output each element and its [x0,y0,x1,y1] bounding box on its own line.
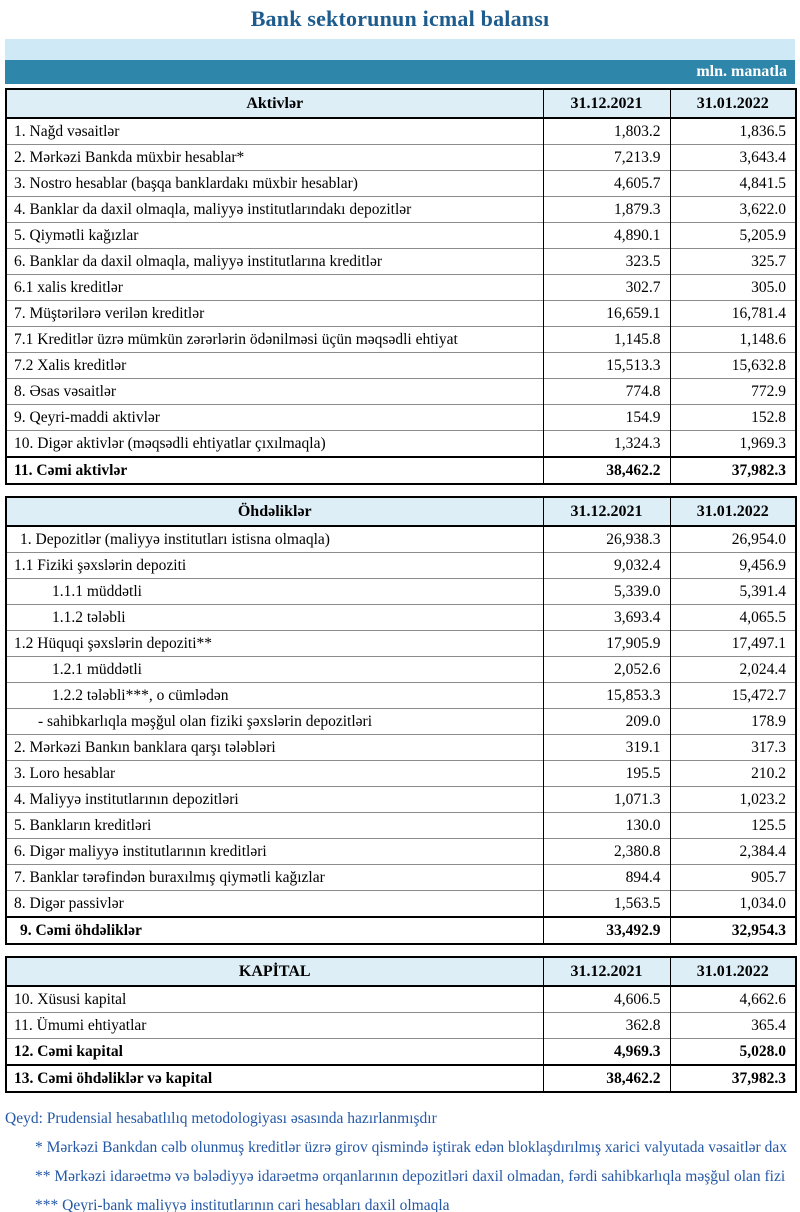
footnotes [5,1104,795,1212]
footnote-1: * Mərkəzi Bankdan cəlb olunmuş kreditlər üzrə girov qismində iştirak edən bloklaşdırılmış xarici valyutada vəsaitlər dax [35,1139,787,1156]
row-value-0: 4,605.7 [543,171,670,197]
column-header-0: 31.12.2021 [543,497,670,526]
row-value-1: 2,384.4 [670,839,796,865]
row-value-1: 3,643.4 [670,145,796,171]
unit-label: mln. manatla [696,63,787,80]
row-label: 1.2 Hüquqi şəxslərin depoziti** [6,631,543,657]
row-label: 13. Cəmi öhdəliklər və kapital [6,1065,543,1092]
table-row [6,171,796,197]
row-label: 2. Mərkəzi Bankın banklara qarşı tələbləri [6,735,543,761]
row-value-1: 26,954.0 [670,526,796,553]
row-label: 1. Nağd vəsaitlər [6,118,543,145]
row-value-1: 15,632.8 [670,353,796,379]
row-label: 5. Qiymətli kağızlar [6,223,543,249]
row-label: 10. Digər aktivlər (məqsədli ehtiyatlar çıxılmaqla) [6,431,543,458]
table-row [6,813,796,839]
row-value-1: 4,662.6 [670,986,796,1013]
table-row [6,275,796,301]
row-label: 1.1.2 tələbli [6,605,543,631]
section-header-kapital: KAPİTAL [6,957,543,986]
column-header-1: 31.01.2022 [670,497,796,526]
row-value-1: 317.3 [670,735,796,761]
table-row [6,526,796,553]
row-value-0: 5,339.0 [543,579,670,605]
row-label: 1.1 Fiziki şəxslərin depoziti [6,553,543,579]
table-row [6,431,796,458]
table-row [6,787,796,813]
row-value-0: 154.9 [543,405,670,431]
table-row [6,761,796,787]
row-label: 11. Ümumi ehtiyatlar [6,1013,543,1039]
row-value-0: 1,324.3 [543,431,670,458]
row-value-1: 4,065.5 [670,605,796,631]
table-row [6,891,796,918]
table-row [6,249,796,275]
unit-band [5,60,795,84]
row-value-0: 2,380.8 [543,839,670,865]
row-value-0: 195.5 [543,761,670,787]
table-aktivler [5,88,797,485]
row-value-1: 5,391.4 [670,579,796,605]
row-label: 4. Maliyyə institutlarının depozitləri [6,787,543,813]
row-value-1: 365.4 [670,1013,796,1039]
top-pale-band [5,39,795,60]
table-row [6,197,796,223]
column-header-1: 31.01.2022 [670,957,796,986]
row-label: 7. Banklar tərəfindən buraxılmış qiymətli kağızlar [6,865,543,891]
page-title: Bank sektorunun icmal balansı [250,6,550,31]
row-value-1: 125.5 [670,813,796,839]
row-value-1: 5,028.0 [670,1039,796,1066]
row-label: 6. Banklar da daxil olmaqla, maliyyə institutlarına kreditlər [6,249,543,275]
row-value-1: 37,982.3 [670,1065,796,1092]
row-label: 1.2.2 tələbli***, o cümlədən [6,683,543,709]
table-row [6,327,796,353]
row-value-0: 38,462.2 [543,457,670,484]
row-value-0: 3,693.4 [543,605,670,631]
row-label: 9. Qeyri-maddi aktivlər [6,405,543,431]
section-header-aktivler: Aktivlər [6,89,543,118]
row-value-1: 152.8 [670,405,796,431]
row-value-0: 4,890.1 [543,223,670,249]
table-ohdelikler [5,496,797,945]
row-value-0: 2,052.6 [543,657,670,683]
table-row [6,839,796,865]
row-value-0: 362.8 [543,1013,670,1039]
row-value-1: 37,982.3 [670,457,796,484]
table-row [6,223,796,249]
row-value-1: 1,836.5 [670,118,796,145]
table-row [6,379,796,405]
row-value-0: 4,606.5 [543,986,670,1013]
row-value-0: 1,145.8 [543,327,670,353]
section-header-ohdelikler: Öhdəliklər [6,497,543,526]
row-value-0: 1,071.3 [543,787,670,813]
row-label: 4. Banklar da daxil olmaqla, maliyyə institutlarındakı depozitlər [6,197,543,223]
footnote-3: *** Qeyri-bank maliyyə institutlarının cari hesabları daxil olmaqla [35,1197,450,1212]
row-label: 7.2 Xalis kreditlər [6,353,543,379]
column-header-1: 31.01.2022 [670,89,796,118]
table-row [6,735,796,761]
row-value-0: 7,213.9 [543,145,670,171]
table-row [6,145,796,171]
row-value-0: 17,905.9 [543,631,670,657]
row-label: 1.1.1 müddətli [6,579,543,605]
row-value-1: 32,954.3 [670,917,796,944]
row-value-1: 5,205.9 [670,223,796,249]
row-value-1: 15,472.7 [670,683,796,709]
row-value-0: 1,563.5 [543,891,670,918]
row-label: 9. Cəmi öhdəliklər [6,917,543,944]
table-row [6,709,796,735]
row-label: 3. Nostro hesablar (başqa banklardakı müxbir hesablar) [6,171,543,197]
row-value-0: 9,032.4 [543,553,670,579]
row-value-1: 305.0 [670,275,796,301]
row-label: 3. Loro hesablar [6,761,543,787]
table-row [6,1065,796,1092]
row-label: 11. Cəmi aktivlər [6,457,543,484]
tables-container [5,88,795,1093]
table-row [6,1039,796,1066]
table-row [6,118,796,145]
row-label: 10. Xüsusi kapital [6,986,543,1013]
row-label: 12. Cəmi kapital [6,1039,543,1066]
table-row [6,631,796,657]
row-label: 6.1 xalis kreditlər [6,275,543,301]
table-row [6,457,796,484]
row-value-1: 325.7 [670,249,796,275]
row-label: 6. Digər maliyyə institutlarının kreditləri [6,839,543,865]
row-value-1: 9,456.9 [670,553,796,579]
row-label: - sahibkarlıqla məşğul olan fiziki şəxslərin depozitləri [6,709,543,735]
row-value-0: 319.1 [543,735,670,761]
table-row [6,405,796,431]
row-label: 7. Müştərilərə verilən kreditlər [6,301,543,327]
row-label: 8. Digər passivlər [6,891,543,918]
row-label: 1. Depozitlər (maliyyə institutları istisna olmaqla) [6,526,543,553]
row-value-1: 3,622.0 [670,197,796,223]
table-row [6,657,796,683]
row-label: 7.1 Kreditlər üzrə mümkün zərərlərin ödənilməsi üçün məqsədli ehtiyat [6,327,543,353]
header-row [6,957,796,986]
row-value-0: 130.0 [543,813,670,839]
row-value-0: 1,803.2 [543,118,670,145]
row-value-1: 1,969.3 [670,431,796,458]
row-value-1: 178.9 [670,709,796,735]
footnote-2: ** Mərkəzi idarəetmə və bələdiyyə idarəetmə orqanlarının depozitləri daxil olmadan, fərdi sahibkarlıqla məşğul olan fizi [35,1168,786,1185]
row-label: 1.2.1 müddətli [6,657,543,683]
row-value-0: 894.4 [543,865,670,891]
table-row [6,301,796,327]
row-value-1: 4,841.5 [670,171,796,197]
row-value-0: 15,853.3 [543,683,670,709]
row-value-1: 210.2 [670,761,796,787]
row-value-0: 38,462.2 [543,1065,670,1092]
row-value-1: 772.9 [670,379,796,405]
table-kapital [5,956,797,1093]
table-row [6,917,796,944]
row-value-0: 209.0 [543,709,670,735]
table-row [6,353,796,379]
column-header-0: 31.12.2021 [543,89,670,118]
table-row [6,1013,796,1039]
row-value-0: 774.8 [543,379,670,405]
row-value-0: 323.5 [543,249,670,275]
row-value-1: 16,781.4 [670,301,796,327]
row-value-0: 15,513.3 [543,353,670,379]
row-value-0: 1,879.3 [543,197,670,223]
table-row [6,865,796,891]
row-value-0: 26,938.3 [543,526,670,553]
row-value-0: 302.7 [543,275,670,301]
row-label: 2. Mərkəzi Bankda müxbir hesablar* [6,145,543,171]
row-value-0: 4,969.3 [543,1039,670,1066]
row-value-0: 33,492.9 [543,917,670,944]
row-value-1: 905.7 [670,865,796,891]
header-row [6,497,796,526]
table-row [6,683,796,709]
row-value-0: 16,659.1 [543,301,670,327]
row-value-1: 17,497.1 [670,631,796,657]
table-row [6,986,796,1013]
row-label: 8. Əsas vəsaitlər [6,379,543,405]
header-row [6,89,796,118]
table-row [6,553,796,579]
table-row [6,605,796,631]
footnote-0: Qeyd: Prudensial hesabatlılıq metodologiyası əsasında hazırlanmışdır [5,1110,437,1127]
row-value-1: 2,024.4 [670,657,796,683]
row-label: 5. Bankların kreditləri [6,813,543,839]
row-value-1: 1,148.6 [670,327,796,353]
row-value-1: 1,023.2 [670,787,796,813]
row-value-1: 1,034.0 [670,891,796,918]
table-row [6,579,796,605]
column-header-0: 31.12.2021 [543,957,670,986]
